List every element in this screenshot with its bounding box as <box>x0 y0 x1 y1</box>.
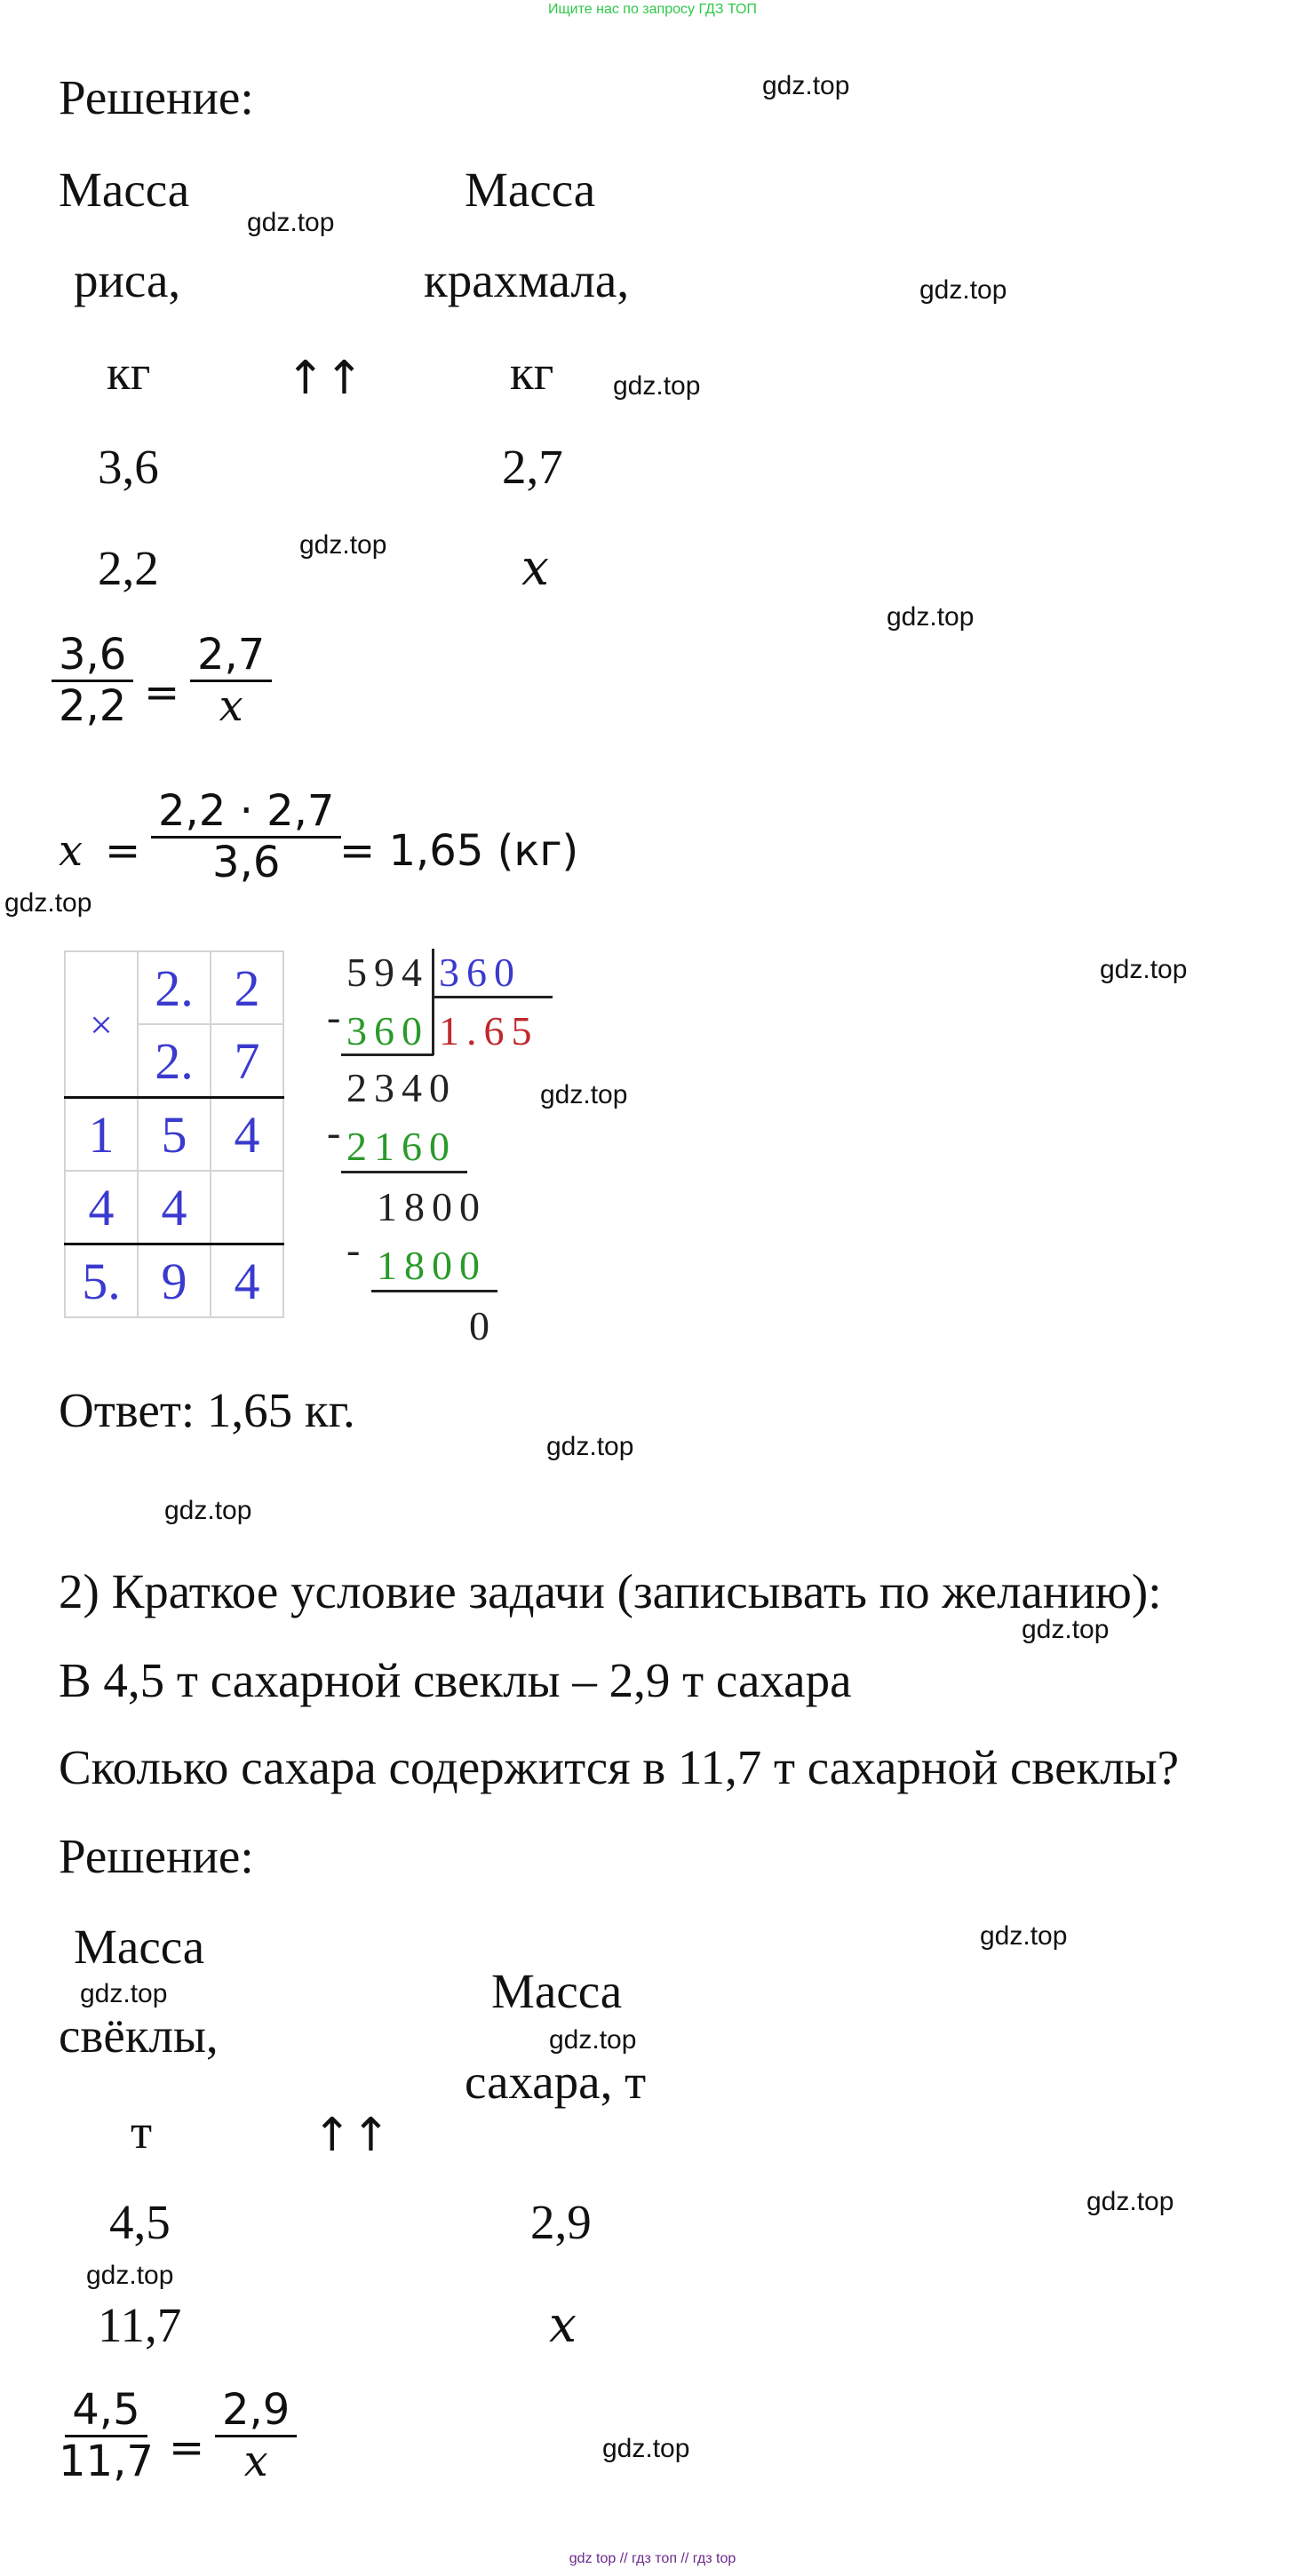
watermark: gdz.top <box>247 208 335 237</box>
watermark: gdz.top <box>1022 1615 1110 1644</box>
column-2-unit: кг <box>510 346 554 400</box>
column-2-title: Масса <box>491 1964 623 2018</box>
watermark: gdz.top <box>602 2434 690 2463</box>
watermark: gdz.top <box>613 371 701 401</box>
direct-proportion-arrows: ↑↑ <box>286 352 364 405</box>
grid-cell: 2 <box>211 951 283 1024</box>
column-1-subtitle: свёклы, <box>59 2008 219 2063</box>
division-bracket-horizontal <box>432 996 553 998</box>
watermark: gdz.top <box>164 1496 252 1525</box>
division-bracket-vertical <box>432 949 434 1055</box>
column-2-subtitle: сахара, т <box>465 2055 647 2109</box>
column-1-unit: т <box>131 2104 153 2159</box>
minus-sign: - <box>346 1227 368 1272</box>
watermark: gdz.top <box>546 1432 634 1461</box>
column-1-title: Масса <box>59 163 190 217</box>
numerator: 2,7 <box>190 631 272 682</box>
fraction-left <box>52 631 133 731</box>
value-a2: 2,2 <box>98 541 159 595</box>
grid-cell: 4 <box>138 1171 211 1244</box>
watermark: gdz.top <box>980 1921 1068 1951</box>
numerator: 2,2 · 2,7 <box>151 787 341 839</box>
bottom-banner[interactable]: gdz top // гдз топ // гдз top <box>569 2551 736 2566</box>
watermark: gdz.top <box>1100 955 1188 984</box>
grid-cell: 9 <box>138 1244 211 1318</box>
watermark: gdz.top <box>540 1080 628 1109</box>
remainder: 0 <box>469 1303 497 1348</box>
subtraction-line <box>341 1171 467 1173</box>
subtraction-line <box>371 1290 497 1292</box>
watermark: gdz.top <box>299 530 387 560</box>
watermark: gdz.top <box>919 275 1007 305</box>
value-b1: 2,9 <box>530 2195 592 2249</box>
value-a1: 4,5 <box>109 2195 171 2249</box>
watermark: gdz.top <box>887 602 975 632</box>
task-condition: В 4,5 т сахарной свеклы – 2,9 т сахара <box>59 1653 852 1707</box>
denominator: x <box>219 681 243 732</box>
grid-cell: 5. <box>65 1244 138 1318</box>
grid-cell: 2. <box>138 1024 211 1098</box>
watermark: gdz.top <box>1086 2187 1174 2216</box>
column-2-title: Масса <box>465 163 596 217</box>
task-question: Сколько сахара содержится в 11,7 т сахарной свеклы? <box>59 1740 1180 1794</box>
equals-sign: = <box>105 826 141 876</box>
grid-cell: 1 <box>65 1098 138 1172</box>
value-a2: 11,7 <box>98 2298 182 2352</box>
column-1-title: Масса <box>74 1920 205 1974</box>
grid-cell <box>211 1171 283 1244</box>
solution-heading: Решение: <box>59 1829 254 1883</box>
solution-result: = 1,65 (кг) <box>339 826 579 876</box>
multiplication-grid <box>64 950 284 1318</box>
column-1-unit: кг <box>107 346 151 400</box>
answer: Ответ: 1,65 кг. <box>59 1383 355 1437</box>
grid-cell: 4 <box>211 1098 283 1172</box>
value-b2: x <box>549 2296 577 2353</box>
value-a1: 3,6 <box>98 440 159 494</box>
numerator: 4,5 <box>65 2386 147 2437</box>
remainder: 2340 <box>346 1065 457 1110</box>
fraction-right <box>190 631 272 731</box>
solution-fraction <box>151 787 341 887</box>
grid-cell: 7 <box>211 1024 283 1098</box>
minus-sign: - <box>327 994 348 1039</box>
fraction-right <box>215 2386 297 2486</box>
top-banner[interactable]: Ищите нас по запросу ГДЗ ТОП <box>548 2 757 17</box>
denominator: 11,7 <box>59 2437 154 2487</box>
subtraction-line <box>341 1053 434 1056</box>
fraction-left <box>52 2386 161 2486</box>
column-1-subtitle: риса, <box>74 253 181 307</box>
watermark: gdz.top <box>80 1979 168 2008</box>
watermark: gdz.top <box>549 2025 637 2055</box>
value-b2: x <box>521 539 550 596</box>
watermark: gdz.top <box>86 2261 174 2290</box>
task-statement: 2) Краткое условие задачи (записывать по желанию): <box>59 1564 1162 1618</box>
denominator: x <box>243 2437 268 2487</box>
grid-cell: 5 <box>138 1098 211 1172</box>
numerator: 3,6 <box>52 631 133 682</box>
grid-cell: 4 <box>211 1244 283 1318</box>
grid-cell: 2. <box>138 951 211 1024</box>
watermark: gdz.top <box>762 71 850 100</box>
subtrahend: 1800 <box>377 1243 487 1288</box>
divisor: 360 <box>439 950 521 995</box>
multiply-sign: × <box>65 951 138 1098</box>
solution-heading: Решение: <box>59 70 254 124</box>
numerator: 2,9 <box>215 2386 297 2437</box>
subtrahend: 360 <box>346 1008 429 1053</box>
value-b1: 2,7 <box>502 440 563 494</box>
dividend: 594 <box>346 950 429 995</box>
grid-cell: 4 <box>65 1171 138 1244</box>
watermark: gdz.top <box>4 888 92 918</box>
equals-sign: = <box>169 2423 205 2473</box>
direct-proportion-arrows: ↑↑ <box>313 2109 391 2162</box>
subtrahend: 2160 <box>346 1124 457 1169</box>
denominator: 3,6 <box>212 838 281 888</box>
equals-sign: = <box>144 668 180 718</box>
denominator: 2,2 <box>59 681 127 732</box>
minus-sign: - <box>327 1109 348 1155</box>
unknown-x: x <box>59 826 84 876</box>
quotient: 1.65 <box>439 1008 539 1053</box>
remainder: 1800 <box>377 1184 487 1229</box>
column-2-subtitle: крахмала, <box>424 253 630 307</box>
